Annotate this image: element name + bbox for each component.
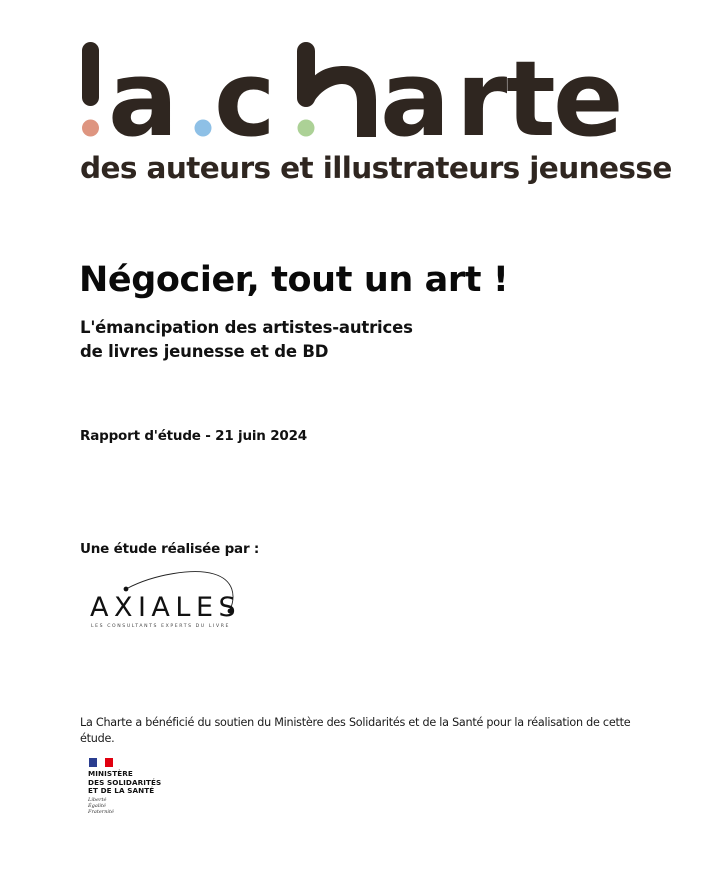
motto-line-2: Égalité — [88, 803, 106, 809]
subtitle-line-1: L'émancipation des artistes-autrices — [80, 318, 413, 337]
ministry-name — [88, 770, 161, 796]
ministry-name-line-2: DES SOLIDARITÉS — [88, 777, 162, 787]
study-by-label: Une étude réalisée par : — [80, 541, 260, 557]
french-flag-icon — [89, 758, 113, 767]
green-dot — [298, 120, 315, 137]
subtitle — [80, 316, 413, 364]
page-title: Négocier, tout un art ! — [79, 260, 509, 300]
ministry-name-line-3: ET DE LA SANTÉ — [88, 786, 155, 796]
report-date-line: Rapport d'étude - 21 juin 2024 — [80, 428, 307, 444]
logo-letter-r: r — [456, 38, 508, 146]
motto-line-3: Fraternité — [88, 809, 114, 815]
logo-letter-a2: a — [380, 38, 451, 146]
blue-dot — [195, 120, 212, 137]
la-charte-wordmark — [78, 36, 628, 146]
logo-tagline: des auteurs et illustrateurs jeunesse — [80, 151, 672, 185]
republic-motto — [88, 797, 114, 815]
la-charte-logo — [78, 36, 672, 186]
axiales-tagline: LES CONSULTANTS EXPERTS DU LIVRE — [91, 624, 230, 629]
exclamation-stem — [82, 42, 99, 106]
axiales-logo — [84, 568, 244, 634]
axiales-name: AXIALES — [90, 592, 242, 623]
support-statement: La Charte a bénéficié du soutien du Ministère des Solidarités et de la Santé pour la réalisation de cette étude. — [80, 716, 631, 745]
logo-letter-a: a — [108, 38, 179, 146]
orange-dot — [82, 120, 99, 137]
subtitle-line-2: de livres jeunesse et de BD — [80, 342, 329, 361]
logo-letter-e: e — [553, 38, 624, 146]
ministry-name-line-1: MINISTÈRE — [88, 769, 133, 778]
h-bowl — [306, 66, 376, 137]
logo-letter-c: c — [214, 38, 276, 146]
ministry-logo — [88, 758, 188, 822]
motto-line-1: Liberté — [88, 797, 107, 803]
logo-letter-t: t — [506, 38, 556, 146]
